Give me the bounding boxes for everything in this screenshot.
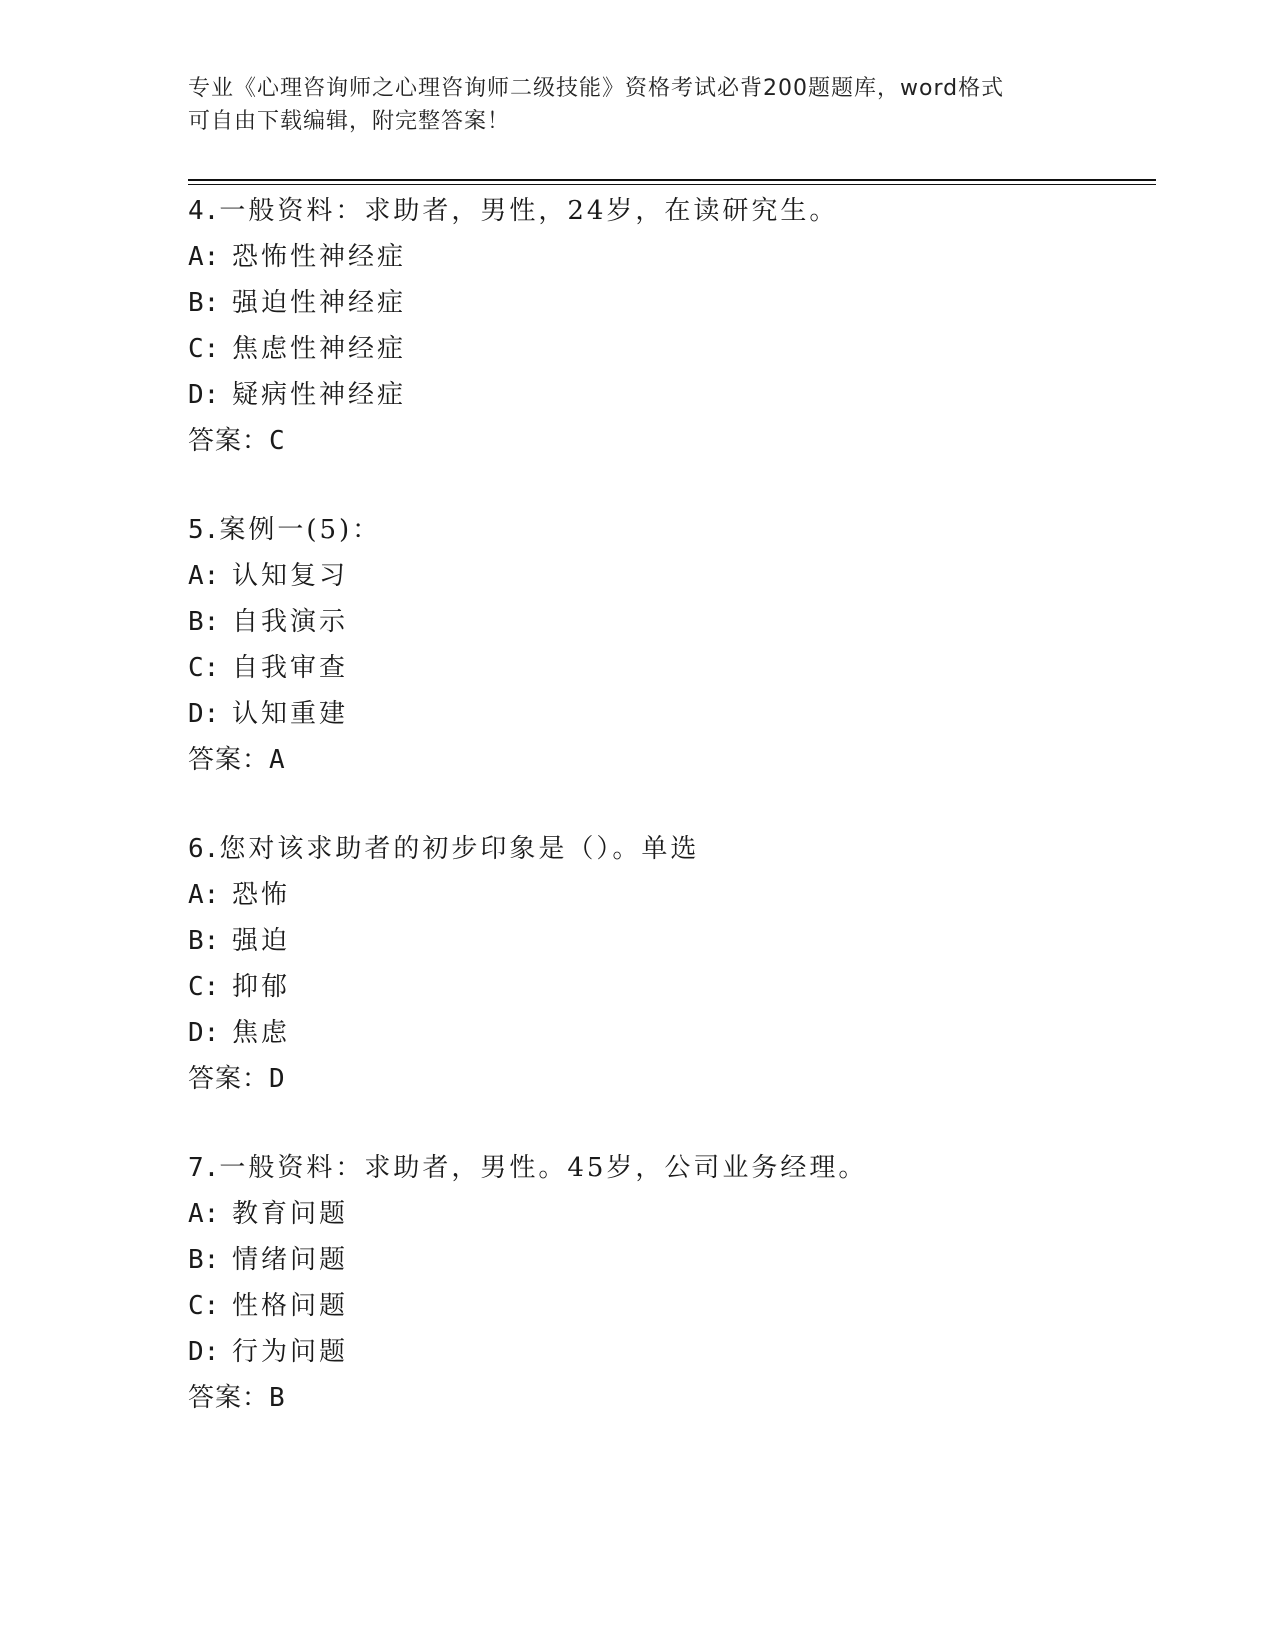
option-key: B: bbox=[188, 1245, 220, 1275]
question-item bbox=[188, 188, 1156, 464]
option-key: B: bbox=[188, 607, 220, 637]
option-c bbox=[188, 326, 1156, 372]
option-c bbox=[188, 645, 1156, 691]
answer-value: D bbox=[269, 1064, 286, 1094]
answer-label: 答案： bbox=[188, 1383, 270, 1413]
option-text: 认知复习 bbox=[232, 561, 349, 591]
option-b bbox=[188, 1237, 1156, 1283]
option-text: 恐怖 bbox=[232, 880, 291, 910]
option-key: C: bbox=[188, 1291, 220, 1321]
option-d bbox=[188, 372, 1156, 418]
option-text: 焦虑 bbox=[232, 1018, 291, 1048]
option-text: 恐怖性神经症 bbox=[232, 242, 407, 272]
question-number: 6. bbox=[188, 834, 220, 864]
question-number: 4. bbox=[188, 196, 220, 226]
question-stem bbox=[188, 1145, 1156, 1191]
answer-line bbox=[188, 737, 1156, 783]
option-text: 认知重建 bbox=[232, 699, 349, 729]
answer-line bbox=[188, 418, 1156, 464]
option-text: 强迫性神经症 bbox=[232, 288, 407, 318]
option-key: A: bbox=[188, 561, 220, 591]
answer-label: 答案： bbox=[188, 745, 270, 775]
header-line-1: 专业《心理咨询师之心理咨询师二级技能》资格考试必背200题题库，word格式 bbox=[188, 76, 1005, 101]
document-header bbox=[188, 72, 1068, 138]
option-key: D: bbox=[188, 1337, 220, 1367]
header-divider-thick bbox=[188, 179, 1156, 181]
option-key: B: bbox=[188, 926, 220, 956]
answer-value: B bbox=[269, 1383, 286, 1413]
option-key: A: bbox=[188, 1199, 220, 1229]
option-a bbox=[188, 553, 1156, 599]
option-d bbox=[188, 691, 1156, 737]
option-key: A: bbox=[188, 242, 220, 272]
option-key: B: bbox=[188, 288, 220, 318]
option-text: 自我审查 bbox=[232, 653, 349, 683]
answer-label: 答案： bbox=[188, 1064, 270, 1094]
question-stem bbox=[188, 826, 1156, 872]
option-c bbox=[188, 1283, 1156, 1329]
question-text: 一般资料：求助者，男性，24岁，在读研究生。 bbox=[219, 196, 839, 226]
question-text: 您对该求助者的初步印象是（）。单选 bbox=[219, 834, 700, 864]
option-text: 抑郁 bbox=[232, 972, 291, 1002]
question-number: 7. bbox=[188, 1153, 220, 1183]
option-key: A: bbox=[188, 880, 220, 910]
option-key: D: bbox=[188, 699, 220, 729]
option-c bbox=[188, 964, 1156, 1010]
option-key: D: bbox=[188, 1018, 220, 1048]
option-b bbox=[188, 599, 1156, 645]
option-key: C: bbox=[188, 334, 220, 364]
option-text: 教育问题 bbox=[232, 1199, 349, 1229]
header-divider-thin bbox=[188, 184, 1156, 185]
answer-line bbox=[188, 1375, 1156, 1421]
question-item bbox=[188, 1145, 1156, 1421]
option-text: 焦虑性神经症 bbox=[232, 334, 407, 364]
question-list bbox=[188, 188, 1156, 1421]
question-number: 5. bbox=[188, 515, 220, 545]
option-b bbox=[188, 280, 1156, 326]
question-stem bbox=[188, 188, 1156, 234]
header-line-2: 可自由下载编辑，附完整答案！ bbox=[188, 109, 511, 134]
option-text: 行为问题 bbox=[232, 1337, 349, 1367]
option-d bbox=[188, 1329, 1156, 1375]
option-key: C: bbox=[188, 972, 220, 1002]
option-key: D: bbox=[188, 380, 220, 410]
option-text: 自我演示 bbox=[232, 607, 349, 637]
option-text: 情绪问题 bbox=[232, 1245, 349, 1275]
option-text: 疑病性神经症 bbox=[232, 380, 407, 410]
question-item bbox=[188, 507, 1156, 783]
option-key: C: bbox=[188, 653, 220, 683]
question-text: 一般资料：求助者，男性。45岁，公司业务经理。 bbox=[219, 1153, 868, 1183]
option-d bbox=[188, 1010, 1156, 1056]
option-a bbox=[188, 872, 1156, 918]
answer-label: 答案： bbox=[188, 426, 270, 456]
answer-value: C bbox=[269, 426, 286, 456]
question-item bbox=[188, 826, 1156, 1102]
answer-value: A bbox=[269, 745, 286, 775]
option-a bbox=[188, 234, 1156, 280]
question-text: 案例一(5)： bbox=[219, 515, 382, 545]
option-a bbox=[188, 1191, 1156, 1237]
question-stem bbox=[188, 507, 1156, 553]
option-text: 性格问题 bbox=[232, 1291, 349, 1321]
option-b bbox=[188, 918, 1156, 964]
option-text: 强迫 bbox=[232, 926, 291, 956]
answer-line bbox=[188, 1056, 1156, 1102]
